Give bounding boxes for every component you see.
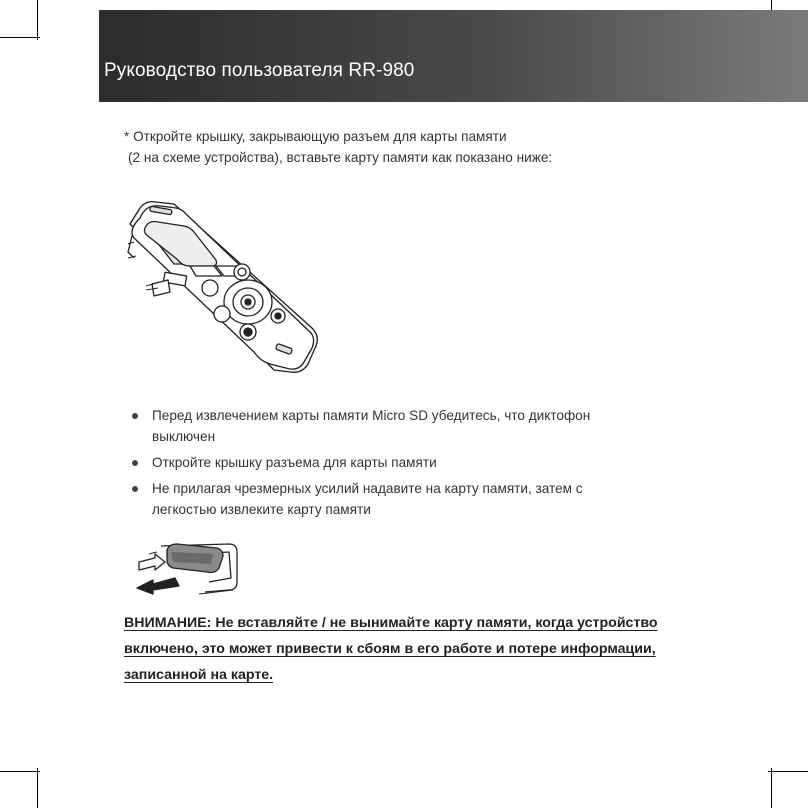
intro-line: (2 на схеме устройства), вставьте карту памяти как показано ниже: xyxy=(128,150,553,165)
crop-mark xyxy=(0,771,40,772)
warning-line: ВНИМАНИЕ: Не вставляйте / не вынимайте карту памяти, когда устройство xyxy=(124,615,658,631)
left-margin-band xyxy=(0,0,99,808)
list-item-line: выключен xyxy=(152,429,216,444)
list-item xyxy=(130,478,750,520)
warning-text xyxy=(124,610,724,688)
intro-line: * Откройте крышку, закрывающую разъем для карты памяти xyxy=(124,129,507,144)
crop-mark xyxy=(0,37,40,38)
warning-line: включено, это может привести к сбоям в его работе и потере информации, xyxy=(124,641,656,657)
memory-card-eject-illustration-icon xyxy=(133,538,245,605)
list-item xyxy=(130,452,750,473)
crop-mark xyxy=(37,0,38,40)
list-item-line: Перед извлечением карты памяти Micro SD убедитесь, что диктофон xyxy=(152,408,591,423)
list-item xyxy=(130,405,750,447)
voice-recorder-illustration-icon xyxy=(124,196,324,391)
warning-line: записанной на карте. xyxy=(124,667,274,683)
bullet-icon xyxy=(132,486,138,492)
bullet-icon xyxy=(132,460,138,466)
crop-mark xyxy=(771,768,772,808)
crop-mark xyxy=(768,771,808,772)
bullet-icon xyxy=(132,413,138,419)
crop-mark xyxy=(37,768,38,808)
intro-text xyxy=(124,126,744,168)
page-title: Руководство пользователя RR-980 xyxy=(104,60,415,81)
instruction-list xyxy=(130,405,750,520)
list-item-line: Не прилагая чрезмерных усилий надавите на карту памяти, затем с xyxy=(152,481,583,496)
list-item-line: легкостью извлеките карту памяти xyxy=(152,502,371,517)
list-item-line: Откройте крышку разъема для карты памяти xyxy=(152,455,437,470)
page-header-band xyxy=(99,10,808,102)
